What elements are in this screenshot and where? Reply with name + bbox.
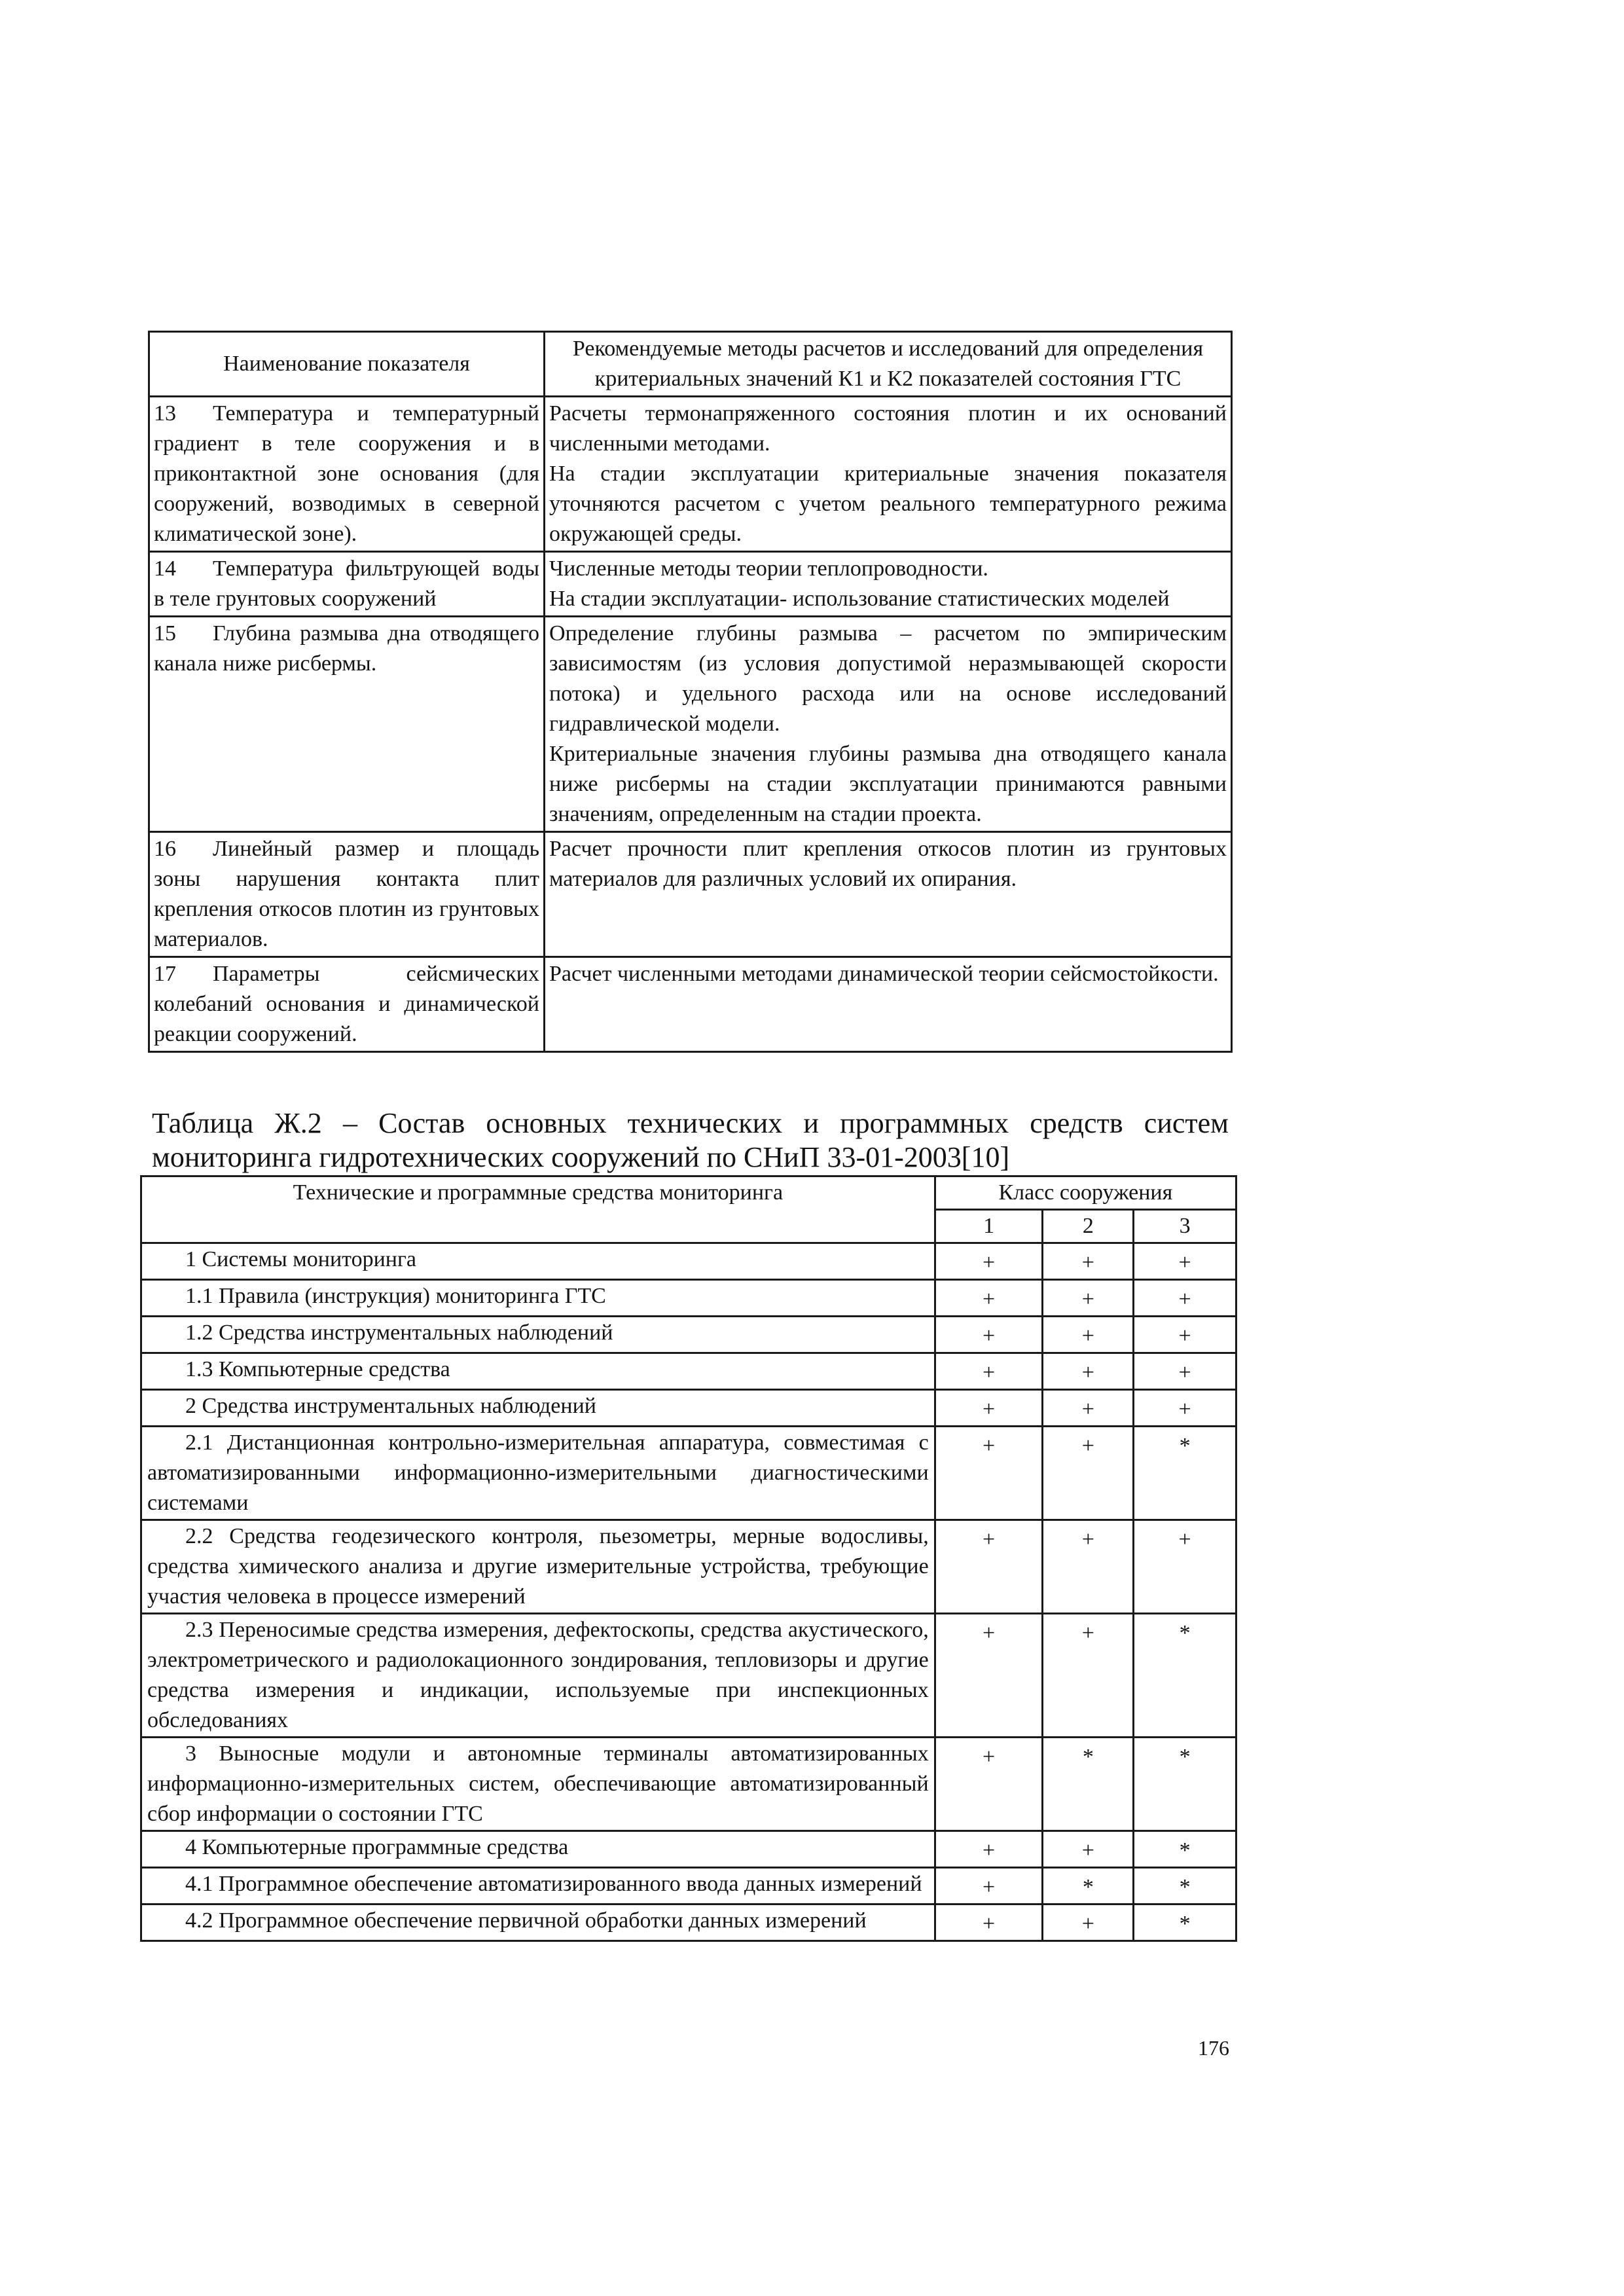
indicator-text: Линейный размер и площадь зоны нарушения контакта плит крепления откосов плотин из грунтовых материалов.	[154, 837, 539, 951]
class-2-mark: +	[1043, 1390, 1134, 1427]
table-row	[141, 1520, 1236, 1614]
means-name: 2.1 Дистанционная контрольно-измерительная аппаратура, совместимая с автоматизированными информационно-измерительными диагностическими системами	[141, 1427, 935, 1520]
means-name: 2 Средства инструментальных наблюдений	[141, 1390, 935, 1427]
table-row	[149, 617, 1232, 832]
indicator-text: Глубина размыва дна отводящего канала ниже рисбермы.	[154, 621, 539, 676]
method-paragraph: Расчет численными методами динамической теории сейсмостойкости.	[549, 962, 1219, 986]
indicator-text: Температура и температурный градиент в теле сооружения и в приконтактной зоне основания (для сооружений, возводимых в северной климатической зоне).	[154, 401, 539, 546]
class-1-mark: +	[935, 1353, 1043, 1390]
means-name: 1.2 Средства инструментальных наблюдений	[141, 1317, 935, 1353]
class-3-mark: *	[1134, 1868, 1236, 1904]
class-3-mark: +	[1134, 1280, 1236, 1317]
indicator-number: 15	[154, 621, 176, 646]
class-2-mark: +	[1043, 1427, 1134, 1520]
class-1-mark: +	[935, 1520, 1043, 1614]
methods-cell	[545, 397, 1232, 552]
method-paragraph: Определение глубины размыва – расчетом по эмпирическим зависимостям (из условия допустимой неразмывающей скорости потока) и удельного расхода или на основе исследований гидравлической модели.	[549, 621, 1227, 736]
table-row	[141, 1427, 1236, 1520]
indicator-cell	[149, 617, 545, 832]
class-1-mark: +	[935, 1243, 1043, 1280]
class-3-mark: *	[1134, 1614, 1236, 1738]
class-2-mark: +	[1043, 1317, 1134, 1353]
criteria-methods-table	[148, 331, 1233, 1053]
class-3-mark: +	[1134, 1353, 1236, 1390]
class-2-mark: +	[1043, 1614, 1134, 1738]
header-class-3: 3	[1134, 1210, 1236, 1243]
class-2-mark: +	[1043, 1520, 1134, 1614]
table-row	[141, 1390, 1236, 1427]
class-3-mark: +	[1134, 1520, 1236, 1614]
method-paragraph: Критериальные значения глубины размыва дна отводящего канала ниже рисбермы на стадии эксплуатации принимаются равными значениям, определенным на стадии проекта.	[549, 742, 1227, 826]
indicator-cell	[149, 552, 545, 617]
table-row	[149, 957, 1232, 1052]
class-2-mark: *	[1043, 1738, 1134, 1831]
means-name: 4.1 Программное обеспечение автоматизированного ввода данных измерений	[141, 1868, 935, 1904]
table-row	[149, 552, 1232, 617]
class-2-mark: +	[1043, 1280, 1134, 1317]
table-header-row	[141, 1176, 1236, 1210]
table-row	[141, 1831, 1236, 1868]
class-3-mark: *	[1134, 1831, 1236, 1868]
class-3-mark: *	[1134, 1904, 1236, 1941]
header-structure-class: Класс сооружения	[935, 1176, 1236, 1210]
indicator-number: 17	[154, 962, 176, 986]
class-2-mark: +	[1043, 1243, 1134, 1280]
class-1-mark: +	[935, 1427, 1043, 1520]
table-caption: Таблица Ж.2 – Состав основных технических и программных средств систем мониторинга гидротехнических сооружений по СНиП 33-01-2003[10]	[152, 1107, 1229, 1173]
means-name: 1.1 Правила (инструкция) мониторинга ГТС	[141, 1280, 935, 1317]
class-1-mark: +	[935, 1390, 1043, 1427]
indicator-text: Параметры сейсмических колебаний основания и динамической реакции сооружений.	[154, 962, 539, 1046]
method-paragraph: Расчеты термонапряженного состояния плотин и их оснований численными методами.	[549, 401, 1227, 456]
table-row	[141, 1614, 1236, 1738]
indicator-cell	[149, 957, 545, 1052]
table-row	[141, 1904, 1236, 1941]
table-row	[141, 1243, 1236, 1280]
class-1-mark: +	[935, 1904, 1043, 1941]
header-indicator-name: Наименование показателя	[149, 332, 545, 397]
class-3-mark: *	[1134, 1738, 1236, 1831]
methods-cell	[545, 552, 1232, 617]
header-class-1: 1	[935, 1210, 1043, 1243]
class-1-mark: +	[935, 1738, 1043, 1831]
table-row	[149, 397, 1232, 552]
header-recommended-methods: Рекомендуемые методы расчетов и исследований для определения критериальных значений К1 и К2 показателей состояния ГТС	[545, 332, 1232, 397]
table-row	[149, 832, 1232, 957]
header-means: Технические и программные средства мониторинга	[141, 1176, 935, 1243]
page-number: 176	[1198, 2036, 1229, 2060]
class-1-mark: +	[935, 1280, 1043, 1317]
indicator-text: Температура фильтрующей воды в теле грунтовых сооружений	[154, 556, 539, 611]
methods-cell	[545, 617, 1232, 832]
method-paragraph: На стадии эксплуатации критериальные значения показателя уточняются расчетом с учетом реального температурного режима окружающей среды.	[549, 462, 1227, 546]
class-1-mark: +	[935, 1831, 1043, 1868]
class-3-mark: +	[1134, 1243, 1236, 1280]
class-2-mark: +	[1043, 1904, 1134, 1941]
class-3-mark: +	[1134, 1390, 1236, 1427]
indicator-number: 13	[154, 401, 176, 426]
method-paragraph: На стадии эксплуатации- использование статистических моделей	[549, 587, 1170, 611]
means-name: 2.3 Переносимые средства измерения, дефектоскопы, средства акустического, электрометрического и радиолокационного зондирования, тепловизоры и другие средства измерения и индикации, используемые при инспекционных обследованиях	[141, 1614, 935, 1738]
methods-cell	[545, 832, 1232, 957]
class-3-mark: +	[1134, 1317, 1236, 1353]
monitoring-means-table	[140, 1175, 1237, 1942]
means-name: 1 Системы мониторинга	[141, 1243, 935, 1280]
indicator-number: 14	[154, 556, 176, 581]
method-paragraph: Расчет прочности плит крепления откосов плотин из грунтовых материалов для различных условий их опирания.	[549, 837, 1227, 891]
class-2-mark: *	[1043, 1868, 1134, 1904]
header-class-2: 2	[1043, 1210, 1134, 1243]
means-name: 2.2 Средства геодезического контроля, пьезометры, мерные водосливы, средства химического анализа и другие измерительные устройства, требующие участия человека в процессе измерений	[141, 1520, 935, 1614]
means-name: 3 Выносные модули и автономные терминалы автоматизированных информационно-измерительных систем, обеспечивающие автоматизированный сбор информации о состоянии ГТС	[141, 1738, 935, 1831]
class-3-mark: *	[1134, 1427, 1236, 1520]
class-2-mark: +	[1043, 1831, 1134, 1868]
class-2-mark: +	[1043, 1353, 1134, 1390]
indicator-cell	[149, 832, 545, 957]
indicator-cell	[149, 397, 545, 552]
means-name: 1.3 Компьютерные средства	[141, 1353, 935, 1390]
table-row	[141, 1738, 1236, 1831]
means-name: 4 Компьютерные программные средства	[141, 1831, 935, 1868]
class-1-mark: +	[935, 1317, 1043, 1353]
table-row	[141, 1280, 1236, 1317]
table-header-row	[149, 332, 1232, 397]
table-row	[141, 1353, 1236, 1390]
table-row	[141, 1317, 1236, 1353]
class-1-mark: +	[935, 1868, 1043, 1904]
indicator-number: 16	[154, 837, 176, 861]
class-1-mark: +	[935, 1614, 1043, 1738]
method-paragraph: Численные методы теории теплопроводности.	[549, 556, 988, 581]
means-name: 4.2 Программное обеспечение первичной обработки данных измерений	[141, 1904, 935, 1941]
methods-cell	[545, 957, 1232, 1052]
table-row	[141, 1868, 1236, 1904]
